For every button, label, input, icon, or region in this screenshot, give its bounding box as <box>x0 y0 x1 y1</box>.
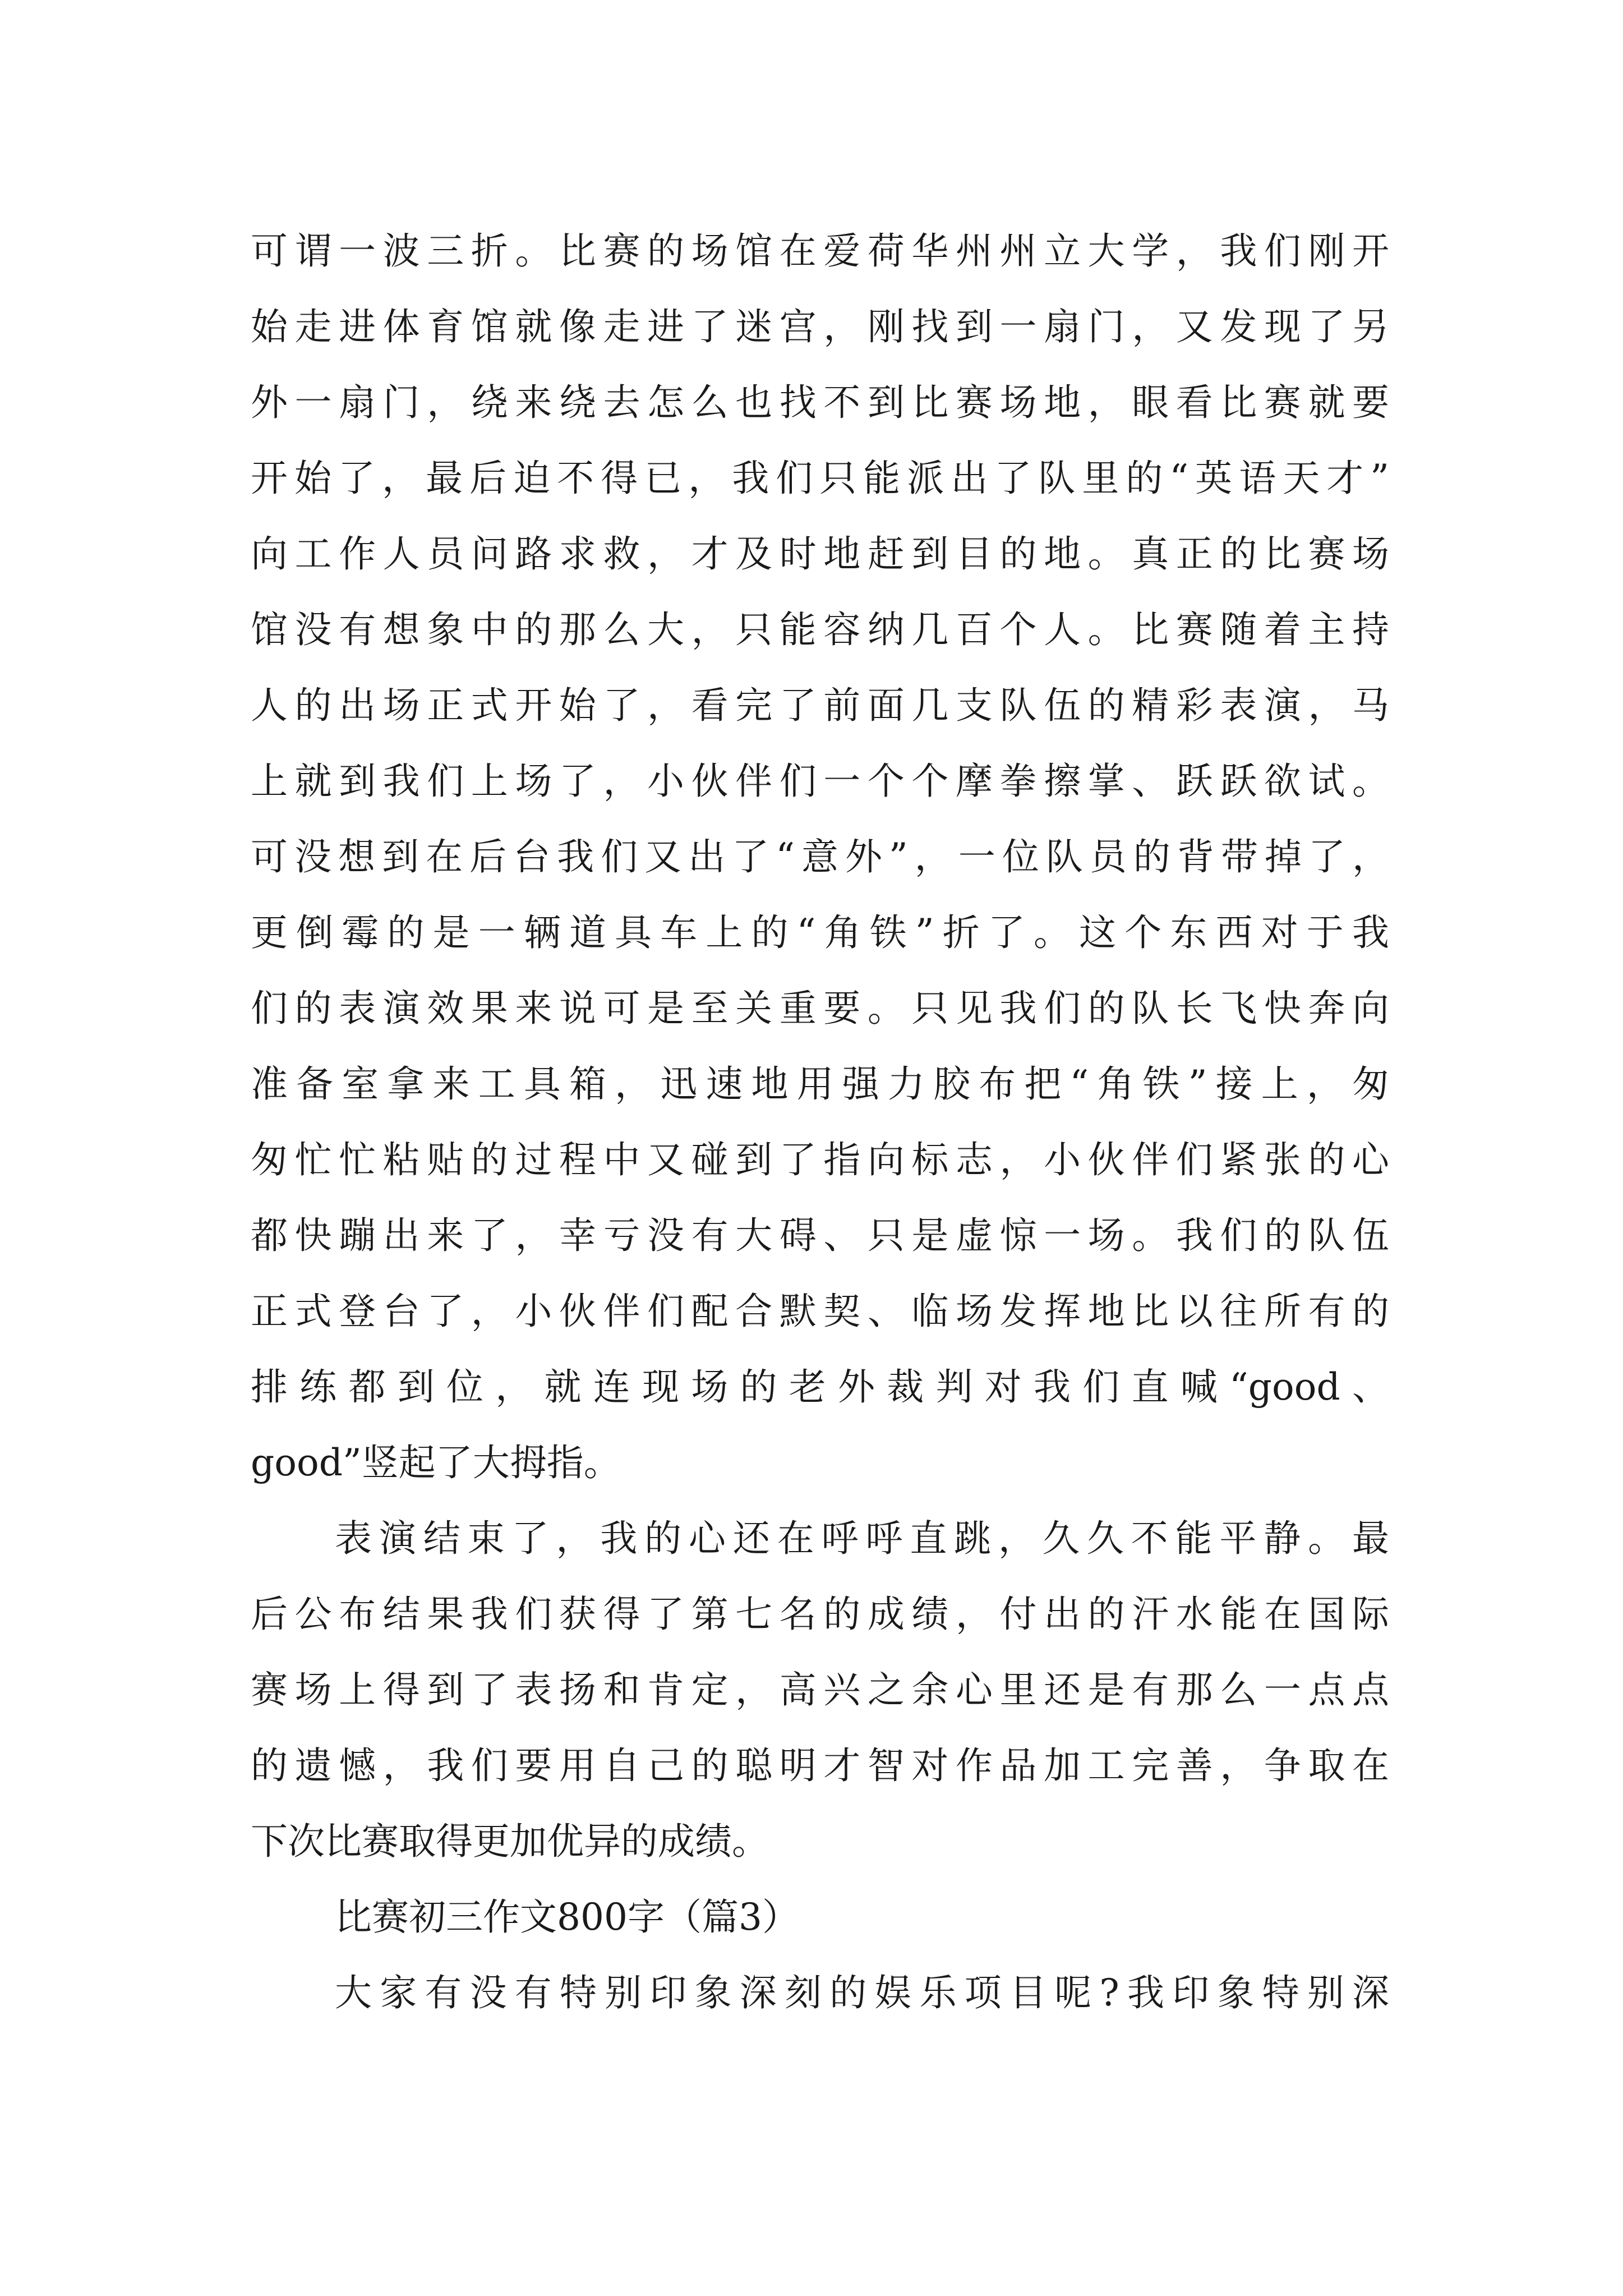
text-line <box>251 365 1389 440</box>
line-text: 馆没有想象中的那么大，只能容纳几百个人。比赛随着主持 <box>251 608 1389 651</box>
line-text: 开始了，最后迫不得已，我们只能派出了队里的“英语天才” <box>251 457 1389 500</box>
text-line <box>251 1046 1389 1122</box>
text-line <box>251 743 1389 819</box>
document-body <box>251 213 1389 2031</box>
text-line <box>251 1349 1389 1425</box>
text-line <box>251 1501 1389 1576</box>
line-text: 都快蹦出来了，幸亏没有大碍、只是虚惊一场。我们的队伍 <box>251 1214 1389 1257</box>
line-text: 比赛初三作文800字（篇3） <box>335 1895 799 1939</box>
line-text: 上就到我们上场了，小伙伴们一个个摩拳擦掌、跃跃欲试。 <box>251 760 1389 803</box>
line-text: 更倒霉的是一辆道具车上的“角铁”折了。这个东西对于我 <box>251 911 1389 954</box>
line-text: 赛场上得到了表扬和肯定，高兴之余心里还是有那么一点点 <box>251 1668 1389 1711</box>
text-line <box>251 1273 1389 1349</box>
line-text: 向工作人员问路求救，才及时地赶到目的地。真正的比赛场 <box>251 532 1389 576</box>
text-line <box>251 516 1389 592</box>
text-line <box>251 1955 1389 2031</box>
text-line <box>251 668 1389 743</box>
text-line <box>251 819 1389 895</box>
line-text: 排练都到位，就连现场的老外裁判对我们直喊“good、 <box>251 1365 1389 1409</box>
text-line <box>251 592 1389 668</box>
line-text: 人的出场正式开始了，看完了前面几支队伍的精彩表演，马 <box>251 684 1389 727</box>
text-line <box>251 1879 1389 1955</box>
line-text: 外一扇门，绕来绕去怎么也找不到比赛场地，眼看比赛就要 <box>251 381 1389 424</box>
line-text: 可谓一波三折。比赛的场馆在爱荷华州州立大学，我们刚开 <box>251 229 1389 273</box>
line-text: 表演结束了，我的心还在呼呼直跳，久久不能平静。最 <box>335 1517 1389 1560</box>
line-text: 准备室拿来工具箱，迅速地用强力胶布把“角铁”接上，匆 <box>251 1062 1389 1106</box>
text-line <box>251 289 1389 365</box>
text-line <box>251 970 1389 1046</box>
text-line <box>251 1576 1389 1652</box>
line-text: 大家有没有特别印象深刻的娱乐项目呢?我印象特别深 <box>335 1971 1389 2014</box>
line-text: 可没想到在后台我们又出了“意外”，一位队员的背带掉了， <box>251 835 1389 878</box>
line-text: 下次比赛取得更加优异的成绩。 <box>251 1820 769 1863</box>
text-line <box>251 213 1389 289</box>
line-text: 们的表演效果来说可是至关重要。只见我们的队长飞快奔向 <box>251 987 1389 1030</box>
text-line <box>251 1122 1389 1198</box>
line-text: 正式登台了，小伙伴们配合默契、临场发挥地比以往所有的 <box>251 1290 1389 1333</box>
line-text: 匆忙忙粘贴的过程中又碰到了指向标志，小伙伴们紧张的心 <box>251 1138 1389 1181</box>
text-line <box>251 1198 1389 1273</box>
line-text: 始走进体育馆就像走进了迷宫，刚找到一扇门，又发现了另 <box>251 305 1389 348</box>
text-line <box>251 1803 1389 1879</box>
text-line <box>251 440 1389 516</box>
line-text: 后公布结果我们获得了第七名的成绩，付出的汗水能在国际 <box>251 1593 1389 1636</box>
text-line <box>251 895 1389 970</box>
text-line <box>251 1425 1389 1501</box>
line-text: 的遗憾，我们要用自己的聪明才智对作品加工完善，争取在 <box>251 1744 1389 1787</box>
line-text: good”竖起了大拇指。 <box>251 1441 621 1484</box>
text-line <box>251 1728 1389 1803</box>
text-line <box>251 1652 1389 1728</box>
